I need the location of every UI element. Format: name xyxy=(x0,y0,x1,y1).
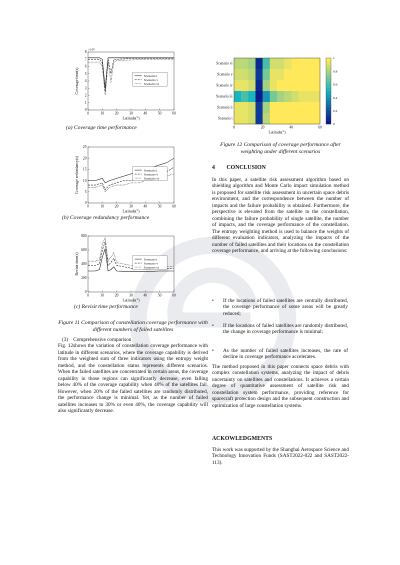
x-tick-label: 40 xyxy=(143,293,148,298)
row-label: Scenario i xyxy=(218,116,233,121)
colorbar-tick-label: 0.6 xyxy=(333,82,338,87)
x-tick-label: 30 xyxy=(129,111,133,116)
figure-11a xyxy=(58,46,208,124)
heatmap-cell xyxy=(306,102,313,113)
row-label: Scenario ii xyxy=(217,105,233,110)
x-tick-label: 0 xyxy=(233,125,235,130)
bullet-icon: • xyxy=(212,298,214,304)
heatmap-cell xyxy=(256,69,263,80)
heatmap-cell xyxy=(306,58,313,69)
heatmap-cell xyxy=(270,91,277,102)
heatmap-cell xyxy=(234,69,241,80)
heatmap-cell xyxy=(234,80,241,91)
legend-label: Scenario i xyxy=(143,257,158,262)
colorbar-segment xyxy=(326,114,331,118)
x-tick-label: 60 xyxy=(172,204,176,209)
heatmap-cell xyxy=(284,80,291,91)
y-tick-label: 400 xyxy=(81,262,87,267)
x-tick-label: 50 xyxy=(157,111,162,116)
x-axis-label: Latitude(°) xyxy=(268,130,286,135)
heatmap-cell xyxy=(256,80,263,91)
heatmap-cell xyxy=(306,113,313,124)
bullet-item-3: • As the number of failed satellites increases, the rate of decline in coverage performance accelerates. xyxy=(212,348,348,361)
bullet-icon: • xyxy=(212,348,214,354)
figure-11c xyxy=(58,232,208,304)
x-axis-label: Latitude(°) xyxy=(122,116,140,121)
heatmap-cell xyxy=(299,58,306,69)
heatmap-cell xyxy=(270,58,277,69)
row-label: Scenario iii xyxy=(216,94,233,99)
y-tick-label: 8 xyxy=(84,50,87,55)
colorbar-segment xyxy=(326,117,331,121)
colorbar-segment xyxy=(326,61,331,65)
heatmap-cell xyxy=(248,102,255,113)
heatmap-cell xyxy=(291,113,298,124)
x-tick-label: 10 xyxy=(100,293,105,298)
heatmap-cell xyxy=(299,113,306,124)
heatmap-cell xyxy=(277,58,284,69)
heatmap-cell xyxy=(313,58,320,69)
y-tick-label: 3 xyxy=(84,86,87,91)
heatmap-cell xyxy=(306,80,313,91)
legend-label: Scenario v xyxy=(143,78,159,82)
y-tick-label: 0 xyxy=(84,290,87,295)
x-tick-label: 40 xyxy=(143,111,148,116)
heatmap-cell xyxy=(270,102,277,113)
heatmap-cell xyxy=(306,69,313,80)
heatmap-cell xyxy=(313,80,320,91)
conclusion-heading: 4 CONCLUSION xyxy=(212,165,266,171)
y-tick-label: 7 xyxy=(84,57,87,62)
heatmap-cell xyxy=(277,102,284,113)
heatmap-cell xyxy=(284,102,291,113)
colorbar-segment xyxy=(326,98,331,102)
colorbar-segment xyxy=(326,78,331,82)
colorbar-segment xyxy=(326,58,331,62)
heatmap-cell xyxy=(270,80,277,91)
bullet-icon: • xyxy=(212,323,214,329)
heatmap-cell xyxy=(291,80,298,91)
colorbar-segment xyxy=(326,104,331,108)
left-body-text xyxy=(58,337,208,414)
x-axis-label: Latitude(°) xyxy=(122,298,140,303)
conclusion-paragraph-1: In this paper, a satellite risk assessment algorithm based on shielding algorithm and Monte Carlo impact simulation method is proposed for satellite risk assessment in uncertain space debris environment, and the correspondence between the number of impacts and the failure probability is obtained. Furthermore, the perspective is elevated from the satellite to the constellation, combining the failure probability of single satellite, the number of impacts, and the coverage performance of the constellation. The entropy weighting method is used to balance the weights of different evaluation indicators, analyzing the impacts of the number of failed satellites and their locations on the constellation coverage performance, and arriving at the following conclusions: xyxy=(212,177,349,254)
x-tick-label: 20 xyxy=(114,293,119,298)
row-label: Scenario vi xyxy=(216,61,233,66)
legend-label: Scenario vi xyxy=(143,82,160,86)
heatmap-cell xyxy=(284,58,291,69)
colorbar-segment xyxy=(326,71,331,75)
heatmap-cell xyxy=(277,80,284,91)
colorbar-segment xyxy=(326,68,331,72)
y-tick-label: 800 xyxy=(81,234,87,239)
y-tick-label: 20 xyxy=(82,156,87,161)
heatmap-cell xyxy=(291,58,298,69)
heatmap-cell xyxy=(277,113,284,124)
heatmap-cell xyxy=(313,113,320,124)
y-tick-label: 2 xyxy=(84,93,87,98)
heatmap-cell xyxy=(234,91,241,102)
heatmap-cell xyxy=(241,80,248,91)
x-tick-label: 30 xyxy=(129,204,133,209)
axis-exponent: ×10⁴ xyxy=(88,47,95,52)
heatmap-cell xyxy=(313,69,320,80)
x-tick-label: 0 xyxy=(87,293,89,298)
x-tick-label: 20 xyxy=(114,204,119,209)
x-tick-label: 40 xyxy=(289,125,294,130)
x-axis-label: Latitude(°) xyxy=(122,209,140,214)
colorbar-segment xyxy=(326,91,331,95)
heatmap-cell xyxy=(306,91,313,102)
heatmap-cell xyxy=(256,102,263,113)
bullet-item-1: • If the locations of failed satellites are centrally distributed, the coverage performance of some areas will be greatly reduced; xyxy=(212,298,348,317)
heatmap-cell xyxy=(241,69,248,80)
x-tick-label: 50 xyxy=(157,293,162,298)
y-tick-label: 5 xyxy=(84,190,87,194)
heatmap-cell xyxy=(248,69,255,80)
heatmap-cell xyxy=(263,91,270,102)
y-tick-label: 0 xyxy=(84,108,87,113)
legend-label: Scenario i xyxy=(143,168,158,173)
x-tick-label: 10 xyxy=(100,204,105,209)
heatmap-cell xyxy=(299,80,306,91)
heatmap-cell xyxy=(284,113,291,124)
colorbar-segment xyxy=(326,88,331,92)
heatmap-cell xyxy=(313,102,320,113)
bullet-item-2: • If the locations of failed satellites are randomly distributed, the change in coverage performance is minimal; xyxy=(212,323,348,336)
heatmap-cell xyxy=(234,102,241,113)
heatmap-cell xyxy=(277,69,284,80)
heatmap-cell xyxy=(241,58,248,69)
heatmap-cell xyxy=(270,113,277,124)
colorbar-segment xyxy=(326,94,331,98)
heatmap-cell xyxy=(241,102,248,113)
y-tick-label: 10 xyxy=(82,178,87,183)
legend-label: Scenario vi xyxy=(143,176,160,181)
heatmap-cell xyxy=(263,113,270,124)
heatmap-cell xyxy=(313,91,320,102)
y-tick-label: 5 xyxy=(84,71,87,76)
x-tick-label: 40 xyxy=(143,204,148,209)
legend-label: Scenario v xyxy=(143,261,159,266)
x-tick-label: 50 xyxy=(157,204,162,209)
x-tick-label: 20 xyxy=(114,111,119,116)
colorbar-tick-label: 1 xyxy=(333,56,335,61)
heatmap-cell xyxy=(263,102,270,113)
figure-12-caption: Figure 12 Comparison of coverage performance after weighting under different scenarios xyxy=(220,142,341,155)
acknowledgments-heading: ACKOWLEDGMENTS xyxy=(212,436,273,442)
colorbar-tick-label: 0.4 xyxy=(333,95,338,100)
row-label: Scenario v xyxy=(217,72,233,77)
y-axis-label: Coverage redundancy(s) xyxy=(75,155,79,195)
heatmap-cell xyxy=(291,102,298,113)
conclusion-paragraph-2: The method proposed in this paper connects space debris with complex constellation systems, analyzing the impact of debris uncertainty on satellites and constellations. It achieves a certain degree of quantitative assessment of satellite risk and constellation system performance, providing reference for spacecraft protection design and the subsequent construction and optimization of large constellation systems. xyxy=(212,364,349,409)
heatmap-cell xyxy=(299,91,306,102)
x-tick-label: 60 xyxy=(172,111,176,116)
x-tick-label: 60 xyxy=(318,125,322,130)
legend-label: Scenario i xyxy=(143,74,158,78)
heatmap-cell xyxy=(248,58,255,69)
heatmap-cell xyxy=(248,80,255,91)
y-tick-label: 200 xyxy=(81,276,87,281)
x-tick-label: 0 xyxy=(87,111,89,116)
subheading-comprehensive-comparison: (3) Comprehensive comparison xyxy=(62,337,132,343)
heatmap-cell xyxy=(256,113,263,124)
heatmap-cell xyxy=(299,69,306,80)
colorbar-segment xyxy=(326,111,331,115)
heatmap-cell xyxy=(263,69,270,80)
x-tick-label: 0 xyxy=(87,204,89,209)
figure-12-heatmap xyxy=(208,54,353,140)
heatmap-cell xyxy=(291,91,298,102)
colorbar-tick-label: 0.2 xyxy=(333,109,338,113)
colorbar-tick-label: 0 xyxy=(333,122,335,127)
y-axis-label: Revisit time(s) xyxy=(75,252,79,276)
row-label: Scenario iv xyxy=(216,83,233,88)
colorbar-segment xyxy=(326,108,331,112)
heatmap-cell xyxy=(248,113,255,124)
heatmap-cell xyxy=(256,91,263,102)
y-tick-label: 6 xyxy=(84,64,87,69)
colorbar-tick-label: 0.8 xyxy=(333,69,338,74)
heatmap-cell xyxy=(256,58,263,69)
y-axis-label: Coverage time(s) xyxy=(75,67,79,95)
heatmap-cell xyxy=(234,113,241,124)
x-tick-label: 10 xyxy=(100,111,105,116)
heatmap-cell xyxy=(263,58,270,69)
colorbar-segment xyxy=(326,81,331,85)
comparison-paragraph: Fig. 12shows the variation of constellation coverage performance with latitude in different scenarios, where the coverage capability is derived from the weighted sum of three indicators using the entropy weight method, and the constellation status represents different scenarios. When the failed satellites are concentrated in certain areas, the coverage capability in those regions can significantly decrease, even falling below 40% of the coverage capability when 40% of the satellites fail. However, when 20% of the failed satellites are randomly distributed, the performance change is minimal. Yet, as the number of failed satellites increases to 30% or even 40%, the coverage capability will also significantly decrease. xyxy=(58,343,208,414)
heatmap-cell xyxy=(241,91,248,102)
figure-11-caption: Figure 11 Comparison of constellation coverage performance with different numbers of failed satellites xyxy=(58,320,208,333)
x-tick-label: 60 xyxy=(172,293,176,298)
y-tick-label: 0 xyxy=(84,201,87,206)
heatmap-cell xyxy=(263,80,270,91)
heatmap-cell xyxy=(241,113,248,124)
y-tick-label: 4 xyxy=(84,79,87,84)
y-tick-label: 25 xyxy=(82,145,87,150)
heatmap-cell xyxy=(277,91,284,102)
y-tick-label: 1 xyxy=(84,100,87,105)
colorbar-segment xyxy=(326,84,331,88)
colorbar-segment xyxy=(326,65,331,69)
figure-11b-caption: (b) Coverage redundancy performance xyxy=(62,215,150,221)
colorbar-segment xyxy=(326,101,331,105)
heatmap-cell xyxy=(291,69,298,80)
legend-label: Scenario v xyxy=(143,172,159,177)
y-tick-label: 15 xyxy=(82,167,87,172)
figure-11b xyxy=(58,143,208,215)
heatmap-cell xyxy=(234,58,241,69)
colorbar-segment xyxy=(326,121,331,125)
figure-11c-caption: (c) Revisit time performance xyxy=(74,304,138,310)
colorbar-segment xyxy=(326,75,331,79)
heatmap-cell xyxy=(284,69,291,80)
heatmap-cell xyxy=(270,69,277,80)
x-tick-label: 20 xyxy=(260,125,265,130)
x-tick-label: 30 xyxy=(129,293,133,298)
figure-11a-caption: (a) Coverage time performance xyxy=(66,125,137,131)
heatmap-cell xyxy=(284,91,291,102)
y-tick-label: 600 xyxy=(81,248,87,253)
heatmap-cell xyxy=(299,102,306,113)
heatmap-cell xyxy=(248,91,255,102)
legend-label: Scenario vi xyxy=(143,265,160,270)
acknowledgments-text: This work was supported by the Shanghai Aerospace Science and Technology Innovation Funds (SAST2022-022 and SAST2022-113). xyxy=(212,447,349,466)
